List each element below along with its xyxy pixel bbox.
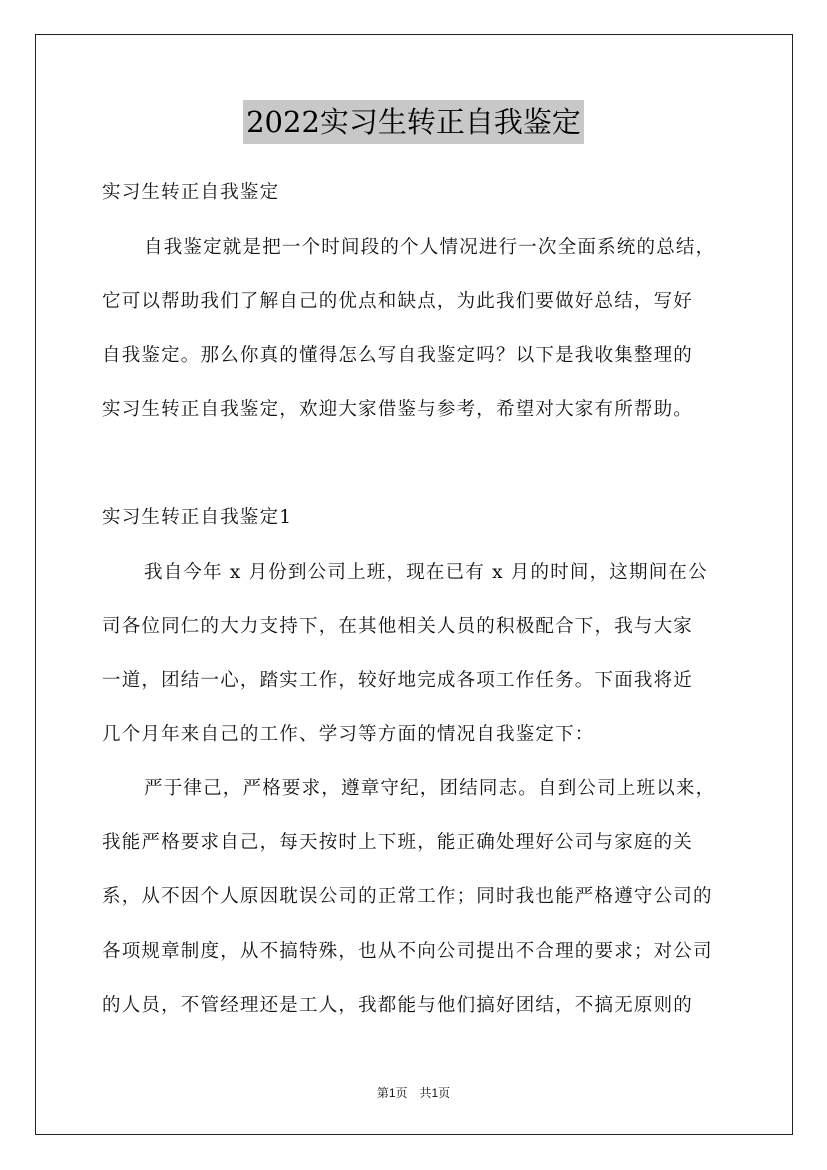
document-title: 2022实习生转正自我鉴定 xyxy=(243,100,584,144)
paragraph-line: 系，从不因个人原因耽误公司的正常工作；同时我也能严格遵守公司的 xyxy=(102,886,713,907)
paragraph-line: 各项规章制度，从不搞特殊，也从不向公司提出不合理的要求；对公司 xyxy=(102,941,713,962)
paragraph-line: 我能严格要求自己，每天按时上下班，能正确处理好公司与家庭的关 xyxy=(102,832,694,853)
intro-line: 自我鉴定。那么你真的懂得怎么写自我鉴定吗？以下是我收集整理的 xyxy=(102,345,694,366)
intro-line: 实习生转正自我鉴定，欢迎大家借鉴与参考，希望对大家有所帮助。 xyxy=(102,399,694,420)
paragraph-line: 严于律己，严格要求，遵章守纪，团结同志。自到公司上班以来， xyxy=(144,778,716,799)
paragraph-line: 司各位同仁的大力支持下，在其他相关人员的积极配合下，我与大家 xyxy=(102,616,694,637)
intro-line: 它可以帮助我们了解自己的优点和缺点，为此我们要做好总结，写好 xyxy=(102,291,694,312)
paragraph-line: 的人员，不管经理还是工人，我都能与他们搞好团结，不搞无原则的 xyxy=(102,995,694,1016)
section-heading: 实习生转正自我鉴定1 xyxy=(102,507,293,528)
paragraph-line: 几个月年来自己的工作、学习等方面的情况自我鉴定下： xyxy=(102,724,595,745)
page-number: 第1页 共1页 xyxy=(376,1086,451,1100)
title-container xyxy=(0,100,827,144)
paragraph-line: 一道，团结一心，踏实工作，较好地完成各项工作任务。下面我将近 xyxy=(102,670,694,691)
paragraph-line: 我自今年 x 月份到公司上班，现在已有 x 月的时间，这期间在公 xyxy=(144,562,708,583)
document-subtitle: 实习生转正自我鉴定 xyxy=(102,182,280,203)
intro-line: 自我鉴定就是把一个时间段的个人情况进行一次全面系统的总结， xyxy=(144,237,716,258)
